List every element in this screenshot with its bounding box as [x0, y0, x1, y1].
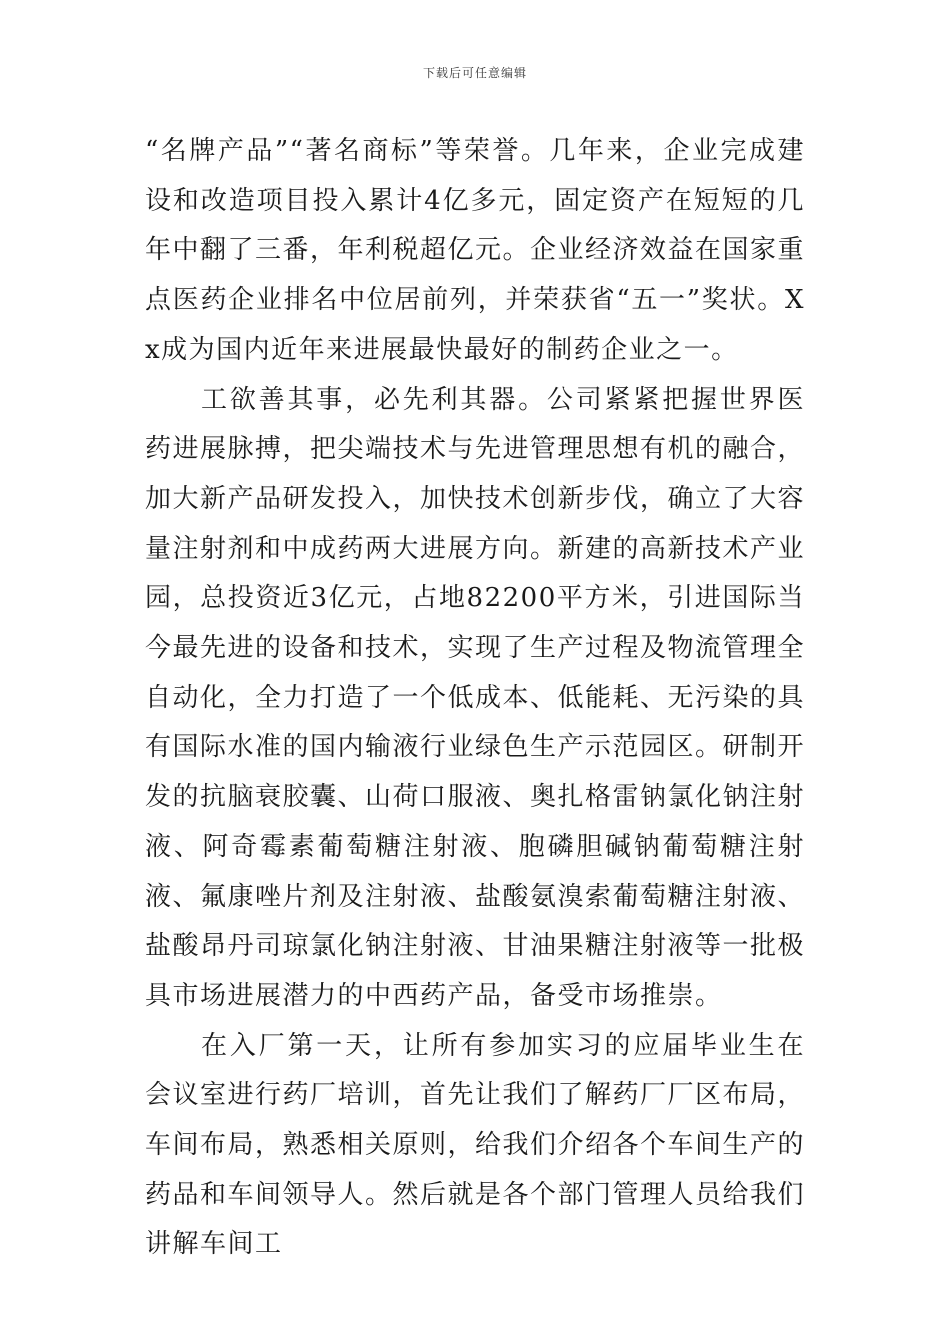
- paragraph-1: “名牌产品”“著名商标”等荣誉。几年来，企业完成建设和改造项目投入累计4亿多元，固定资产在短短的几年中翻了三番，年利税超亿元。企业经济效益在国家重点医药企业排名中位居前列，并荣获省“五一”奖状。Xx成为国内近年来进展最快最好的制药企业之一。: [145, 136, 806, 365]
- paragraph-2: 工欲善其事，必先利其器。公司紧紧把握世界医药进展脉搏，把尖端技术与先进管理思想有机的融合，加大新产品研发投入，加快技术创新步伐，确立了大容量注射剂和中成药两大进展方向。新建的高新技术产业园，总投资近3亿元，占地82200平方米，引进国际当今最先进的设备和技术，实现了生产过程及物流管理全自动化，全力打造了一个低成本、低能耗、无污染的具有国际水准的国内输液行业绿色生产示范园区。研制开发的抗脑衰胶囊、山荷口服液、奥扎格雷钠氯化钠注射液、阿奇霉素葡萄糖注射液、胞磷胆碱钠葡萄糖注射液、氟康唑片剂及注射液、盐酸氨溴索葡萄糖注射液、盐酸昂丹司琼氯化钠注射液、甘油果糖注射液等一批极具市场进展潜力的中西药产品，备受市场推崇。: [145, 384, 806, 1011]
- document-body: [145, 127, 805, 1270]
- page-header: 下载后可任意编辑: [422, 66, 527, 80]
- paragraph-3: 在入厂第一天，让所有参加实习的应届毕业生在会议室进行药厂培训，首先让我们了解药厂厂区布局，车间布局，熟悉相关原则，给我们介绍各个车间生产的药品和车间领导人。然后就是各个部门管理人员给我们讲解车间工: [145, 1030, 806, 1260]
